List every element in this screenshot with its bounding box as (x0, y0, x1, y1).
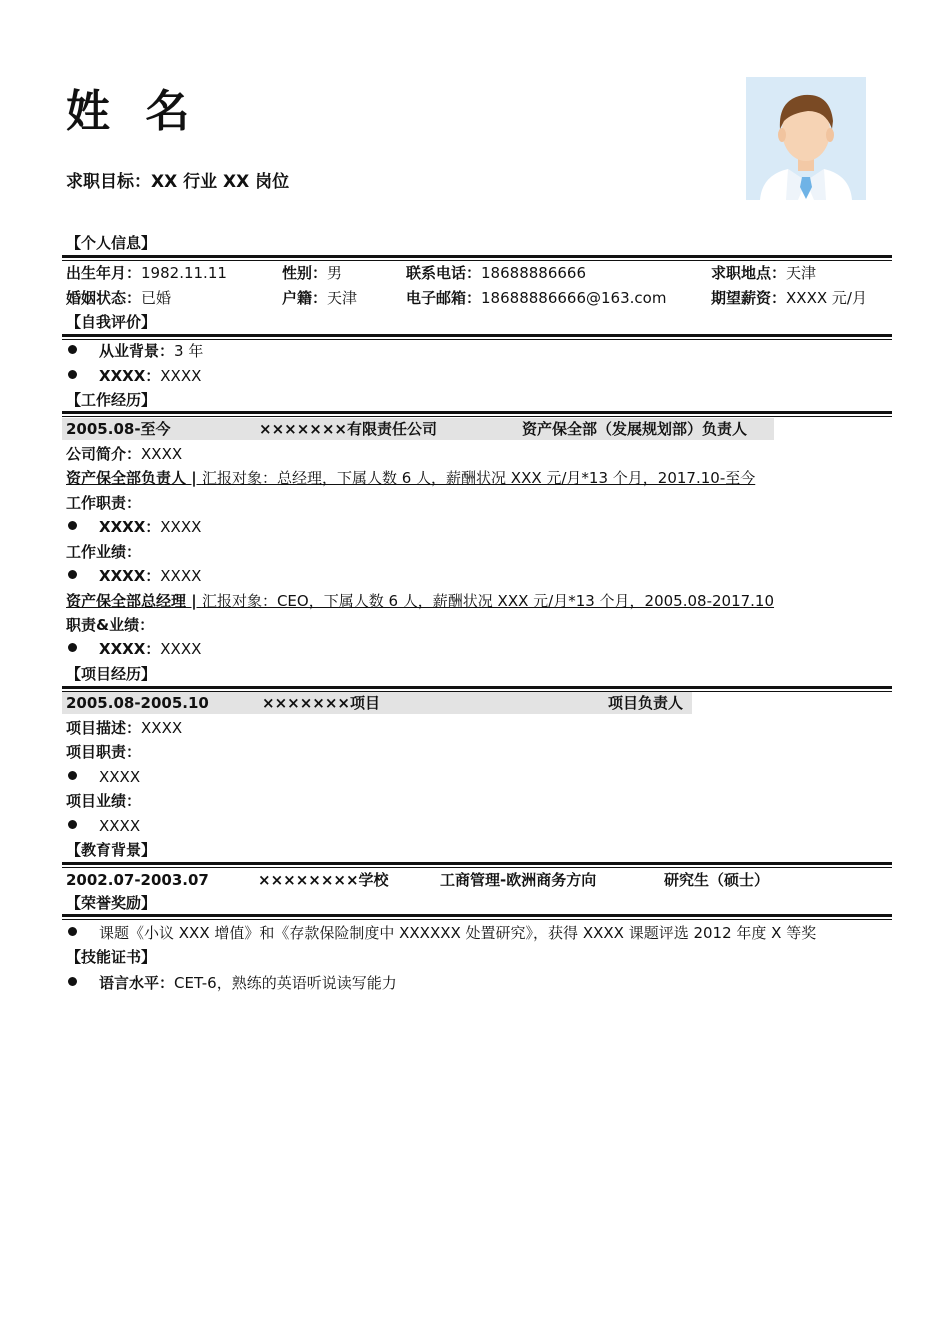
info-email: 电子邮箱：18688886666@163.com (406, 289, 667, 307)
avatar-photo (746, 77, 866, 200)
work-period: 2005.08-至今 (66, 420, 171, 438)
list-item: XXXX：XXXX (66, 638, 201, 660)
info-phone: 联系电话：18688886666 (406, 264, 586, 282)
edu-degree: 研究生（硕士） (664, 871, 770, 889)
company-intro: 公司简介：XXXX (66, 445, 183, 463)
section-title-self-eval: 【自我评价】 (66, 313, 157, 331)
objective-value: XX 行业 XX 岗位 (151, 172, 290, 192)
bullet-icon (68, 521, 77, 530)
duty2-heading: 职责&业绩： (66, 616, 155, 634)
project-name: ×××××××项目 (262, 694, 380, 712)
section-title-skills: 【技能证书】 (66, 948, 157, 966)
section-rule (62, 255, 892, 261)
info-location: 求职地点：天津 (711, 264, 817, 282)
bullet-icon (68, 570, 77, 579)
info-birth: 出生年月：1982.11.11 (66, 264, 227, 282)
bullet-icon (68, 370, 77, 379)
objective-label: 求职目标： (66, 172, 151, 192)
duty-heading: 工作职责： (66, 494, 142, 512)
bullet-icon (68, 977, 77, 986)
project-period: 2005.08-2005.10 (66, 694, 209, 712)
bullet-icon (68, 927, 77, 936)
section-title-education: 【教育背景】 (66, 841, 157, 859)
section-rule (62, 411, 892, 417)
person-avatar-icon (746, 77, 866, 200)
bullet-icon (68, 771, 77, 780)
list-item: 课题《小议 XXX 增值》和《存款保险制度中 XXXXXX 处置研究》，获得 XXXX 课题评选 2012 年度 X 等奖 (66, 922, 816, 944)
info-hukou: 户籍：天津 (282, 289, 358, 307)
bullet-icon (68, 643, 77, 652)
section-rule (62, 862, 892, 868)
list-item: 语言水平：CET-6，熟练的英语听说读写能力 (66, 972, 397, 994)
section-rule (62, 914, 892, 920)
edu-major: 工商管理-欧洲商务方向 (440, 871, 597, 889)
list-item: XXXX：XXXX (66, 365, 201, 387)
work-company: ×××××××有限责任公司 (259, 420, 437, 438)
work-position: 资产保全部（发展规划部）负责人 (522, 420, 748, 438)
edu-school: ××××××××学校 (258, 871, 389, 889)
list-item: XXXX：XXXX (66, 565, 201, 587)
project-achievement-heading: 项目业绩： (66, 792, 142, 810)
section-title-honors: 【荣誉奖励】 (66, 894, 157, 912)
list-item: 从业背景：3 年 (66, 340, 203, 362)
role2-line: 资产保全部总经理 | 汇报对象：CEO，下属人数 6 人，薪酬状况 XXX 元/月*13 个月，2005.08-2017.10 (66, 592, 775, 610)
edu-period: 2002.07-2003.07 (66, 871, 209, 889)
section-title-work: 【工作经历】 (66, 391, 157, 409)
achievement-heading: 工作业绩： (66, 543, 142, 561)
list-item: XXXX (66, 815, 140, 837)
candidate-name: 姓 名 (66, 86, 200, 137)
info-gender: 性别：男 (282, 264, 343, 282)
project-desc: 项目描述：XXXX (66, 719, 183, 737)
job-objective (66, 170, 289, 194)
bullet-icon (68, 820, 77, 829)
section-title-project: 【项目经历】 (66, 665, 157, 683)
project-role: 项目负责人 (608, 694, 684, 712)
info-marital: 婚姻状态：已婚 (66, 289, 172, 307)
list-item: XXXX (66, 766, 140, 788)
info-salary: 期望薪资：XXXX 元/月 (711, 289, 867, 307)
project-duty-heading: 项目职责： (66, 743, 142, 761)
bullet-icon (68, 345, 77, 354)
section-title-personal: 【个人信息】 (66, 234, 157, 252)
role1-line: 资产保全部负责人 | 汇报对象：总经理，下属人数 6 人，薪酬状况 XXX 元/月*13 个月，2017.10-至今 (66, 469, 756, 487)
list-item: XXXX：XXXX (66, 516, 201, 538)
